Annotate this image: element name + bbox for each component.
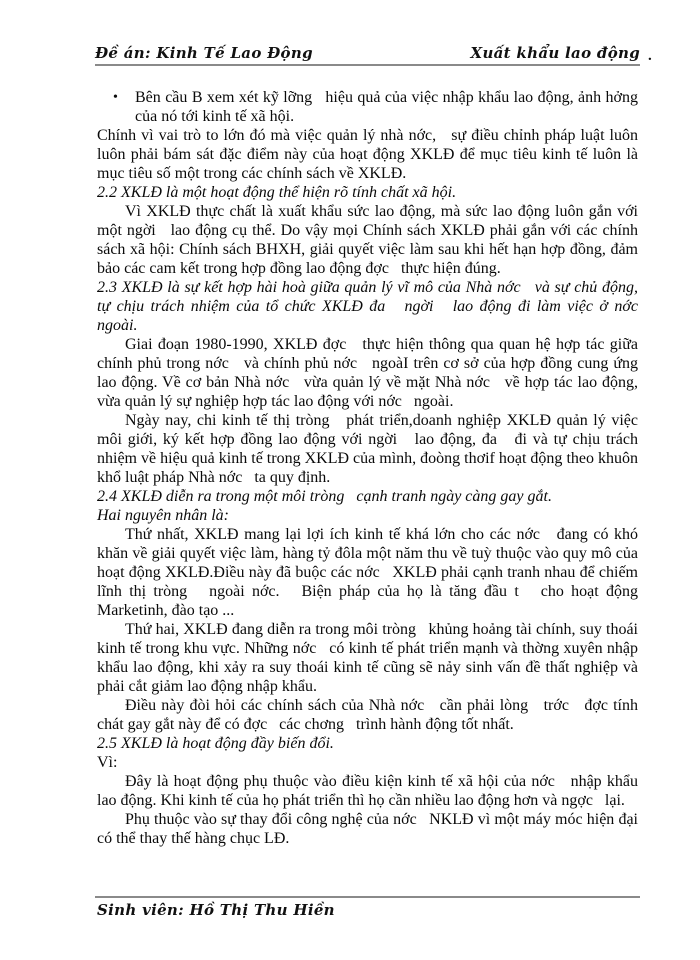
page-header bbox=[95, 44, 640, 66]
paragraph: Chính vì vai trò to lớn đó mà việc quản lý nhà nớc, sự điều chỉnh pháp luật luôn luôn phải bám sát đặc điểm này của hoạt động XKLĐ để mục tiêu kinh tế luôn là mục tiêu số một trong các chính sách về XKLĐ. bbox=[97, 127, 642, 182]
header-period: . bbox=[648, 48, 652, 64]
section-heading-2-2: 2.2 XKLĐ là một hoạt động thể hiện rõ tính chất xã hội. bbox=[97, 184, 457, 201]
paragraph: Phụ thuộc vào sự thay đổi công nghệ của nớc NKLĐ vì một máy móc hiện đại có thể thay thế hàng chục LĐ. bbox=[97, 811, 642, 847]
paragraph: Điều này đòi hỏi các chính sách của Nhà nớc cần phải lòng trớc đợc tính chát gay gắt này để có đợc các chơng trình hành động tốt nhất. bbox=[97, 697, 642, 733]
header-left-title: Đề án: Kinh Tế Lao Động bbox=[95, 44, 313, 62]
header-right-title: Xuất khẩu lao động bbox=[470, 44, 640, 62]
bullet-icon: • bbox=[113, 90, 118, 105]
lead-in-line: Hai nguyên nhân là: bbox=[97, 507, 229, 524]
paragraph: Thứ hai, XKLĐ đang diễn ra trong môi tròng khủng hoảng tài chính, suy thoái kinh tế trong khu vực. Những nớc có kinh tế phát triển mạnh và thờng xuyên nhập khẩu lao động, khi xảy ra suy thoái kinh tế cũng sẽ nảy sinh vấn đề thất nghiệp và phải cắt giảm lao động nhập khẩu. bbox=[97, 621, 642, 695]
paragraph: Giai đoạn 1980-1990, XKLĐ đợc thực hiện thông qua quan hệ hợp tác giữa chính phủ trong nớc và chính phủ nớc ngoàI trên cơ sở của hợp đồng cung ứng lao động. Về cơ bản Nhà nớc vừa quản lý về mặt Nhà nớc về hợp tác lao động, vừa quản lý sự nghiệp hợp tác lao động với nớc ngoài. bbox=[97, 336, 642, 410]
paragraph: Đây là hoạt động phụ thuộc vào điều kiện kinh tế xã hội của nớc nhập khẩu lao động. Khi kinh tế của họ phát triển thì họ cần nhiều lao động hơn và ngợc lại. bbox=[97, 773, 642, 809]
paragraph: Ngày nay, chi kinh tế thị tròng phát triển,doanh nghiệp XKLĐ quản lý việc môi giới, ký kết hợp đồng lao động với ngời lao động, đa đi và tự chịu trách nhiệm về hiệu quả kinh tế trong XKLĐ của mình, đoòng thơif hoạt động theo khuôn khổ luật pháp Nhà nớc ta quy định. bbox=[97, 412, 642, 486]
section-heading-2-5: 2.5 XKLĐ là hoạt động đầy biến đổi. bbox=[97, 735, 334, 752]
document-body bbox=[97, 88, 650, 848]
bullet-text: Bên cầu B xem xét kỹ lỡng hiệu quả của việc nhập khẩu lao động, ảnh hởng của nó tới kinh tế xã hội. bbox=[135, 89, 650, 125]
paragraph: Vì XKLĐ thực chất là xuất khẩu sức lao động, mà sức lao động luôn gắn với một ngời lao động cụ thể. Do vậy mọi Chính sách XKLĐ phải gắn với các chính sách xã hội: Chính sách BHXH, giải quyết việc làm sau khi hết hạn hợp đồng, đảm bảo các cam kết trong hợp đồng lao động đợc thực hiện đúng. bbox=[97, 203, 642, 277]
section-heading-2-4: 2.4 XKLĐ diễn ra trong một môi tròng cạnh tranh ngày càng gay gắt. bbox=[97, 488, 552, 505]
footer-rule bbox=[95, 896, 640, 898]
section-heading-2-3: 2.3 XKLĐ là sự kết hợp hài hoà giữa quản lý vĩ mô của Nhà nớc và sự chủ động, tự chịu trách nhiệm của tổ chức XKLĐ đa ngời lao động đi làm việc ở nớc ngoài. bbox=[97, 279, 650, 334]
paragraph: Thứ nhất, XKLĐ mang lại lợi ích kinh tế khá lớn cho các nớc đang có khó khăn về giải quyết việc làm, hàng tỷ đôla một năm thu về tuỳ thuộc vào quy mô của hoạt động XKLĐ.Điều này đã buộc các nớc XKLĐ phải cạnh tranh nhau để chiếm lĩnh thị tròng ngoài nớc. Biện pháp của họ là tăng đầu t cho hoạt động Marketinh, đào tạo ... bbox=[97, 526, 642, 619]
lead-in-line: Vì: bbox=[97, 754, 118, 771]
bullet-item bbox=[97, 88, 650, 126]
footer-author: Sinh viên: Hồ Thị Thu Hiền bbox=[97, 901, 335, 919]
